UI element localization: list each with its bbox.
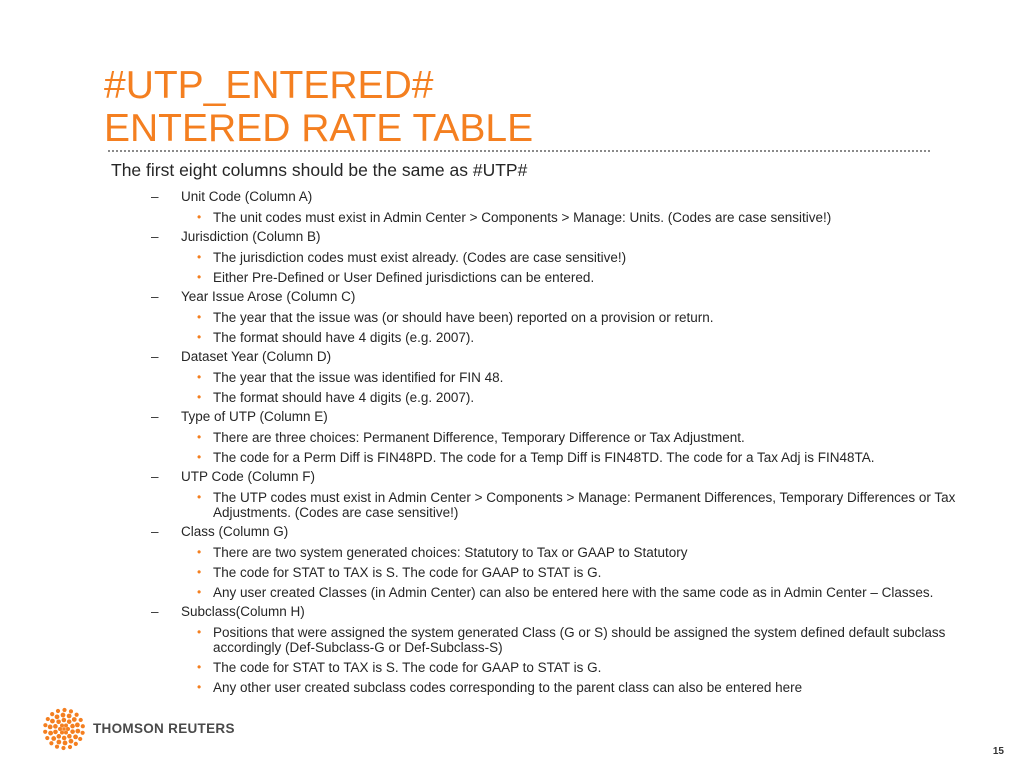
bullet-text: There are two system generated choices: Statutory to Tax or GAAP to Statutory <box>213 544 688 560</box>
bullet-dot-icon: • <box>197 210 202 224</box>
bullet-text: The code for a Perm Diff is FIN48PD. The code for a Temp Diff is FIN48TD. The code for a Tax Adj is FIN48TA. <box>213 449 875 465</box>
bullet-item <box>0 448 1024 468</box>
section-label: Type of UTP (Column E) <box>181 409 328 424</box>
bullet-item <box>0 583 1024 603</box>
bullet-dot-icon: • <box>197 545 202 559</box>
outline-section <box>0 228 1024 288</box>
outline-section <box>0 188 1024 228</box>
bullet-text: Any other user created subclass codes corresponding to the parent class can also be entered here <box>213 679 803 695</box>
bullet-dot-icon: • <box>197 310 202 324</box>
bullet-item <box>0 308 1024 328</box>
bullet-text: Positions that were assigned the system generated Class (G or S) should be assigned the system defined default subclass accordingly (Def-Subclass-G or Def-Subclass-S) <box>213 624 946 655</box>
title-line-2: ENTERED RATE TABLE <box>104 107 534 150</box>
title-divider <box>108 150 930 152</box>
bullet-dot-icon: • <box>197 565 202 579</box>
bullet-item <box>0 268 1024 288</box>
section-heading <box>0 603 1024 623</box>
dash-marker: – <box>151 524 159 539</box>
bullet-dot-icon: • <box>197 625 202 639</box>
bullet-list <box>0 248 1024 288</box>
logo-text: THOMSON REUTERS <box>93 721 235 736</box>
bullet-text: The unit codes must exist in Admin Center > Components > Manage: Units. (Codes are case sensitive!) <box>213 209 832 225</box>
dash-marker: – <box>151 409 159 424</box>
bullet-text: The format should have 4 digits (e.g. 2007). <box>213 329 475 345</box>
bullet-text: The year that the issue was (or should have been) reported on a provision or return. <box>213 309 714 325</box>
outline-section <box>0 523 1024 603</box>
section-heading <box>0 348 1024 368</box>
thomson-reuters-dot-globe-icon <box>40 706 88 752</box>
section-heading <box>0 188 1024 208</box>
outline-section <box>0 603 1024 698</box>
section-heading <box>0 408 1024 428</box>
bullet-dot-icon: • <box>197 330 202 344</box>
bullet-item <box>0 248 1024 268</box>
section-heading <box>0 523 1024 543</box>
bullet-text: The format should have 4 digits (e.g. 2007). <box>213 389 475 405</box>
bullet-item <box>0 658 1024 678</box>
section-label: Subclass(Column H) <box>181 604 305 619</box>
bullet-text: Any user created Classes (in Admin Center) can also be entered here with the same code as in Admin Center – Classes. <box>213 584 934 600</box>
page-number: 15 <box>992 746 1004 757</box>
dash-marker: – <box>151 289 159 304</box>
section-heading <box>0 468 1024 488</box>
outline-section <box>0 468 1024 523</box>
section-heading <box>0 288 1024 308</box>
dash-marker: – <box>151 469 159 484</box>
bullet-list <box>0 428 1024 468</box>
bullet-dot-icon: • <box>197 250 202 264</box>
section-label: Unit Code (Column A) <box>181 189 313 204</box>
title-line-1: #UTP_ENTERED# <box>104 64 434 107</box>
dash-marker: – <box>151 604 159 619</box>
bullet-dot-icon: • <box>197 585 202 599</box>
dash-marker: – <box>151 349 159 364</box>
bullet-dot-icon: • <box>197 660 202 674</box>
bullet-item <box>0 623 1024 658</box>
outline-section <box>0 288 1024 348</box>
bullet-dot-icon: • <box>197 680 202 694</box>
bullet-text: Either Pre-Defined or User Defined jurisdictions can be entered. <box>213 269 595 285</box>
bullet-dot-icon: • <box>197 390 202 404</box>
bullet-item <box>0 488 1024 523</box>
bullet-item <box>0 368 1024 388</box>
slide-title <box>104 64 533 150</box>
bullet-text: The year that the issue was identified for FIN 48. <box>213 369 504 385</box>
bullet-list <box>0 208 1024 228</box>
dash-marker: – <box>151 229 159 244</box>
bullet-dot-icon: • <box>197 450 202 464</box>
bullet-dot-icon: • <box>197 430 202 444</box>
outline-section <box>0 348 1024 408</box>
section-label: Year Issue Arose (Column C) <box>181 289 356 304</box>
section-label: UTP Code (Column F) <box>181 469 316 484</box>
bullet-list <box>0 623 1024 698</box>
section-label: Jurisdiction (Column B) <box>181 229 321 244</box>
section-label: Dataset Year (Column D) <box>181 349 332 364</box>
bullet-dot-icon: • <box>197 490 202 504</box>
bullet-item <box>0 563 1024 583</box>
bullet-item <box>0 678 1024 698</box>
dash-marker: – <box>151 189 159 204</box>
outline-section <box>0 408 1024 468</box>
section-label: Class (Column G) <box>181 524 289 539</box>
content-outline <box>0 188 1024 698</box>
bullet-item <box>0 428 1024 448</box>
bullet-text: The jurisdiction codes must exist already. (Codes are case sensitive!) <box>213 249 627 265</box>
bullet-item <box>0 208 1024 228</box>
bullet-item <box>0 543 1024 563</box>
bullet-text: There are three choices: Permanent Difference, Temporary Difference or Tax Adjustment. <box>213 429 745 445</box>
section-heading <box>0 228 1024 248</box>
bullet-dot-icon: • <box>197 370 202 384</box>
bullet-item <box>0 328 1024 348</box>
thomson-reuters-logo <box>40 706 235 752</box>
bullet-text: The UTP codes must exist in Admin Center > Components > Manage: Permanent Differences, Temporary Differences or Tax Adjustments. (Codes are case sensitive!) <box>213 489 956 520</box>
bullet-list <box>0 368 1024 408</box>
intro-text: The first eight columns should be the same as #UTP# <box>111 160 528 180</box>
bullet-list <box>0 543 1024 603</box>
bullet-text: The code for STAT to TAX is S. The code for GAAP to STAT is G. <box>213 659 602 675</box>
bullet-dot-icon: • <box>197 270 202 284</box>
bullet-list <box>0 308 1024 348</box>
bullet-text: The code for STAT to TAX is S. The code for GAAP to STAT is G. <box>213 564 602 580</box>
bullet-list <box>0 488 1024 523</box>
bullet-item <box>0 388 1024 408</box>
